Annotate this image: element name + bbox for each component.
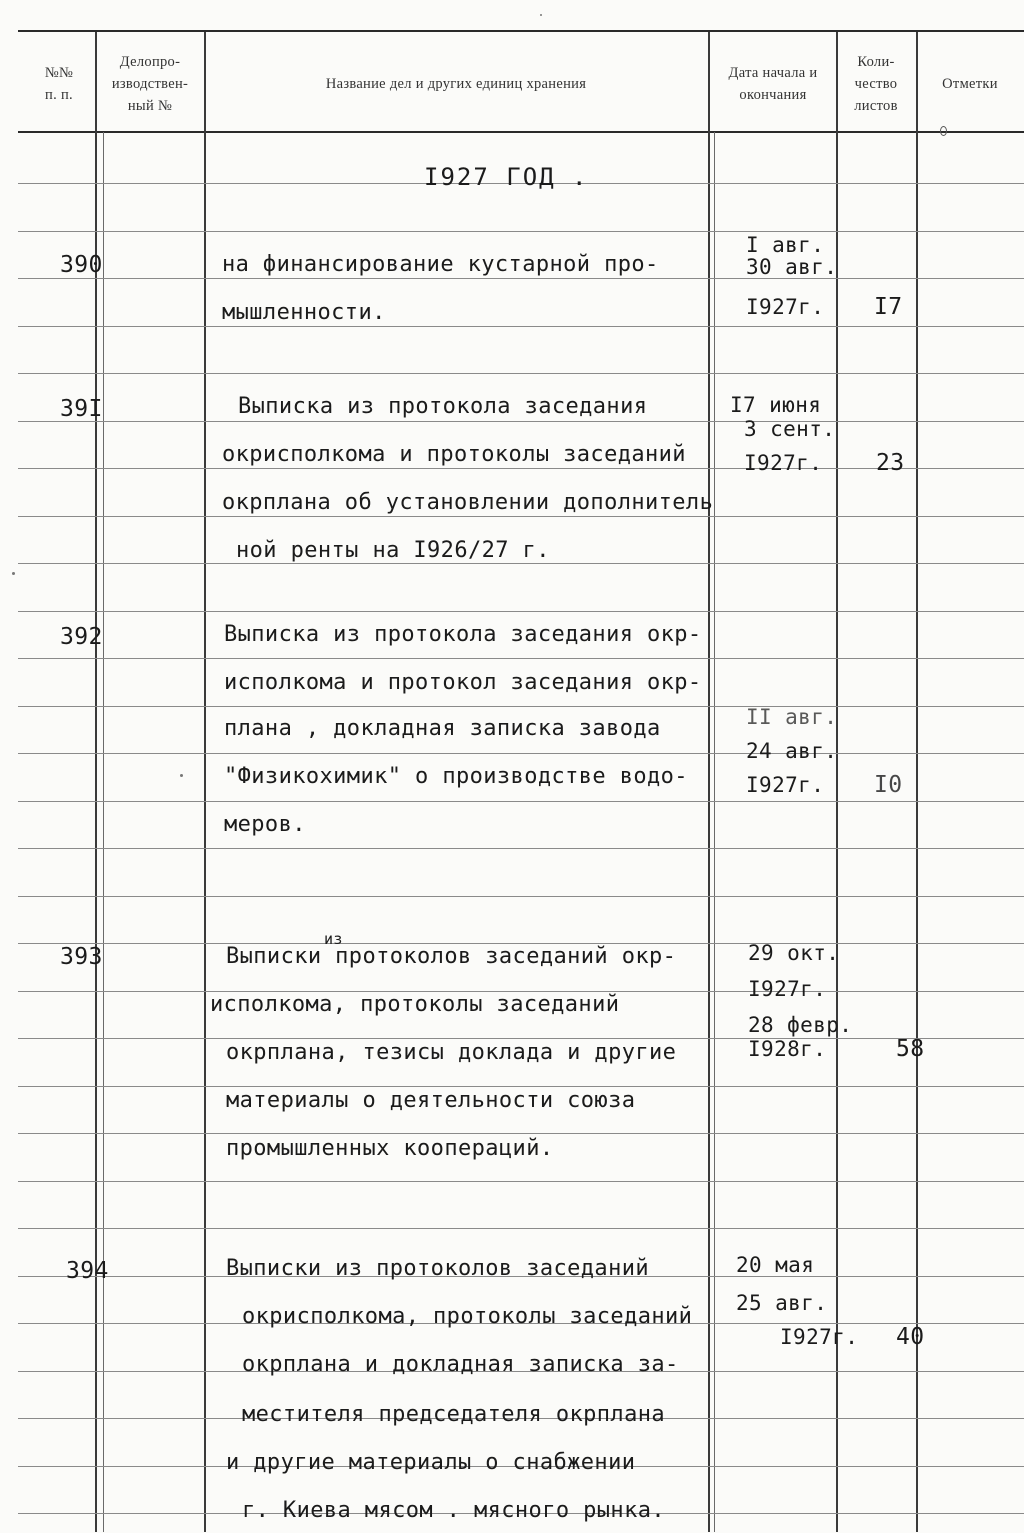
entry-sheet-count: 58 [896,1036,925,1062]
column-divider [204,32,206,1532]
entry-number: 393 [60,944,103,970]
ruled-line [18,611,1024,612]
entry-date-line: 29 окт. [748,941,840,965]
header-col-notes: Отметки [942,76,998,92]
entry-number: 394 [66,1258,109,1284]
entry-sheet-count: 40 [896,1324,925,1350]
entry-title-line: на финансирование кустарной про- [222,252,659,277]
entry-date-line: 24 авг. [746,739,838,763]
entry-title-line: ной ренты на I926/27 г. [236,538,550,563]
entry-title-line: "Физикохимик" о производстве водо- [224,764,688,789]
entry-date-line: II авг. [746,705,838,729]
ruled-line [18,1181,1024,1182]
entry-title-line: и другие материалы о снабжении [226,1450,636,1475]
header-col-dates: Дата начала и окончания [728,65,818,103]
entry-title-line: Выписки из протоколов заседаний [226,1256,649,1281]
entry-title-line: Выписки протоколов заседаний окр- [226,944,677,969]
ruled-line [18,896,1024,897]
entry-date-line: I авг. [746,233,825,257]
ruled-line [18,421,1024,422]
entry-date-line: I927г. [746,773,825,797]
column-divider [708,32,710,1532]
entry-title-line: окрплана об установлении дополнитель [222,490,714,515]
entry-title-line: окрисполкома, протоколы заседаний [242,1304,693,1329]
entry-date-line: I928г. [748,1037,827,1061]
entry-title-line: мышленности. [222,300,386,325]
entry-correction: из [324,930,343,948]
entry-title-line: г. Киева мясом . мясного рынка. [242,1498,665,1523]
ruled-line [18,801,1024,802]
entry-sheet-count: I7 [874,294,903,320]
entry-sheet-count: 23 [876,450,905,476]
entry-date-line: I7 июня [730,393,822,417]
ruled-line [18,1133,1024,1134]
entry-title-line: исполкома, протоколы заседаний [210,992,620,1017]
header-col-case-number: Делопро- изводствен- ный № [111,54,189,114]
entry-title-line: меров. [224,812,306,837]
entry-number: 392 [60,624,103,650]
header-col-sheets: Коли- чество листов [854,54,898,114]
ruled-line [18,326,1024,327]
ruled-line [18,1228,1024,1229]
ruled-line [18,1038,1024,1039]
header-col-title: Название дел и других единиц хранения [325,76,587,92]
entry-date-line: I927г. [780,1325,859,1349]
ruled-line [18,516,1024,517]
entry-number: 390 [60,252,103,278]
entry-title-line: окрплана и докладная записка за- [242,1352,679,1377]
entry-date-line: I927г. [746,295,825,319]
entry-title-line: Выписка из протокола заседания [238,394,648,419]
entry-title-line: местителя председателя окрплана [242,1402,665,1427]
column-divider [103,132,104,1532]
ruled-line [18,468,1024,469]
entry-date-line: 30 авг. [746,255,838,279]
entry-date-line: I927г. [748,977,827,1001]
entry-number: 39I [60,396,103,422]
column-divider [916,32,918,1532]
entry-sheet-count: I0 [874,772,903,798]
scan-speck [540,14,542,16]
ruled-line [18,706,1024,707]
entry-date-line: 20 мая [736,1253,815,1277]
ruled-line [18,753,1024,754]
entry-title-line: исполкома и протокол заседания окр- [224,670,702,695]
entry-date-line: 25 авг. [736,1291,828,1315]
scan-speck [940,126,947,136]
header-top-border [18,30,1024,32]
scan-speck [12,572,15,575]
ruled-line [18,658,1024,659]
header-col-number: №№ п. п. [44,65,74,103]
entry-date-line: 3 сент. [744,417,836,441]
ruled-line [18,848,1024,849]
entry-date-line: 28 февр. [748,1013,853,1037]
ruled-line [18,1086,1024,1087]
entry-title-line: материалы о деятельности союза [226,1088,636,1113]
entry-title-line: Выписка из протокола заседания окр- [224,622,702,647]
ruled-line [18,373,1024,374]
scan-speck [180,774,183,777]
year-heading: I927 ГОД . [424,163,589,191]
ruled-line [18,231,1024,232]
ruled-line [18,278,1024,279]
entry-title-line: промышленных коопераций. [226,1136,554,1161]
entry-title-line: окрплана, тезисы доклада и другие [226,1040,677,1065]
entry-date-line: I927г. [744,451,823,475]
entry-title-line: плана , докладная записка завода [224,716,661,741]
entry-title-line: окрисполкома и протоколы заседаний [222,442,686,467]
column-divider [714,132,715,1532]
